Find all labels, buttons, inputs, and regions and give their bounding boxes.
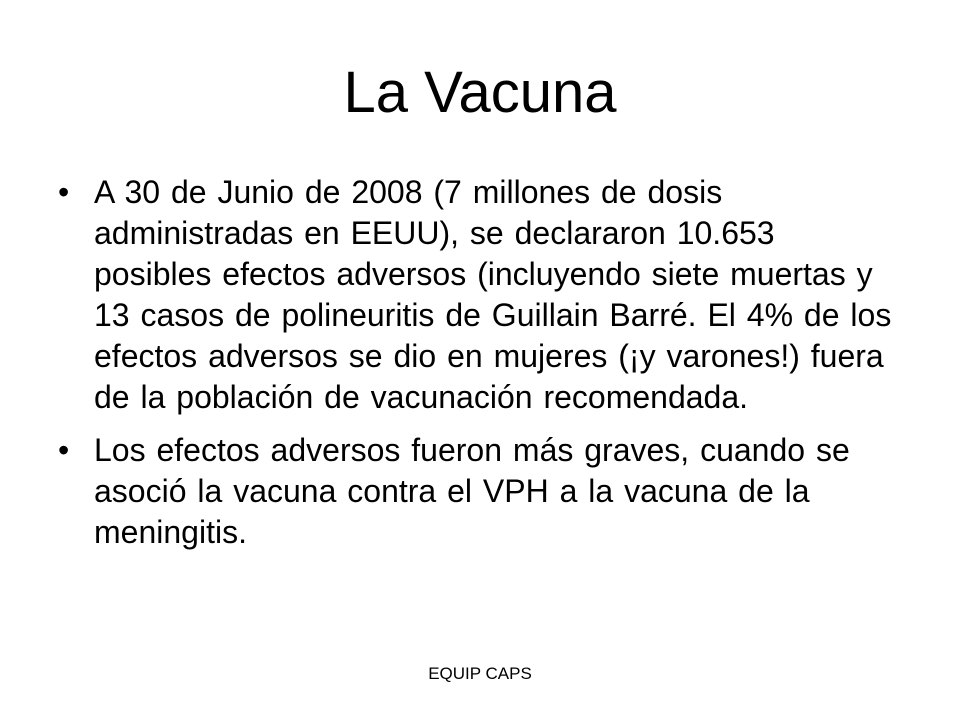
bullet-icon: •	[58, 432, 70, 468]
bullet-text: Los efectos adversos fueron más graves, cuando se asoció la vacuna contra el VPH a la vacuna de la meningitis.	[94, 432, 850, 550]
bullet-list	[58, 172, 898, 565]
bullet-text: A 30 de Junio de 2008 (7 millones de dosis administradas en EEUU), se declararon 10.653 posibles efectos adversos (incluyendo siete muertas y 13 casos de polineuritis de Guillain Barré. El 4% de los efectos adversos se dio en mujeres (¡y varones!) fuera de la población de vacunación recomendada.	[94, 174, 892, 415]
bullet-icon: •	[58, 174, 70, 210]
bullet-item	[58, 172, 898, 418]
slide-title: La Vacuna	[343, 60, 617, 125]
bullet-item	[58, 430, 898, 553]
slide-footer: EQUIP CAPS	[428, 664, 532, 683]
